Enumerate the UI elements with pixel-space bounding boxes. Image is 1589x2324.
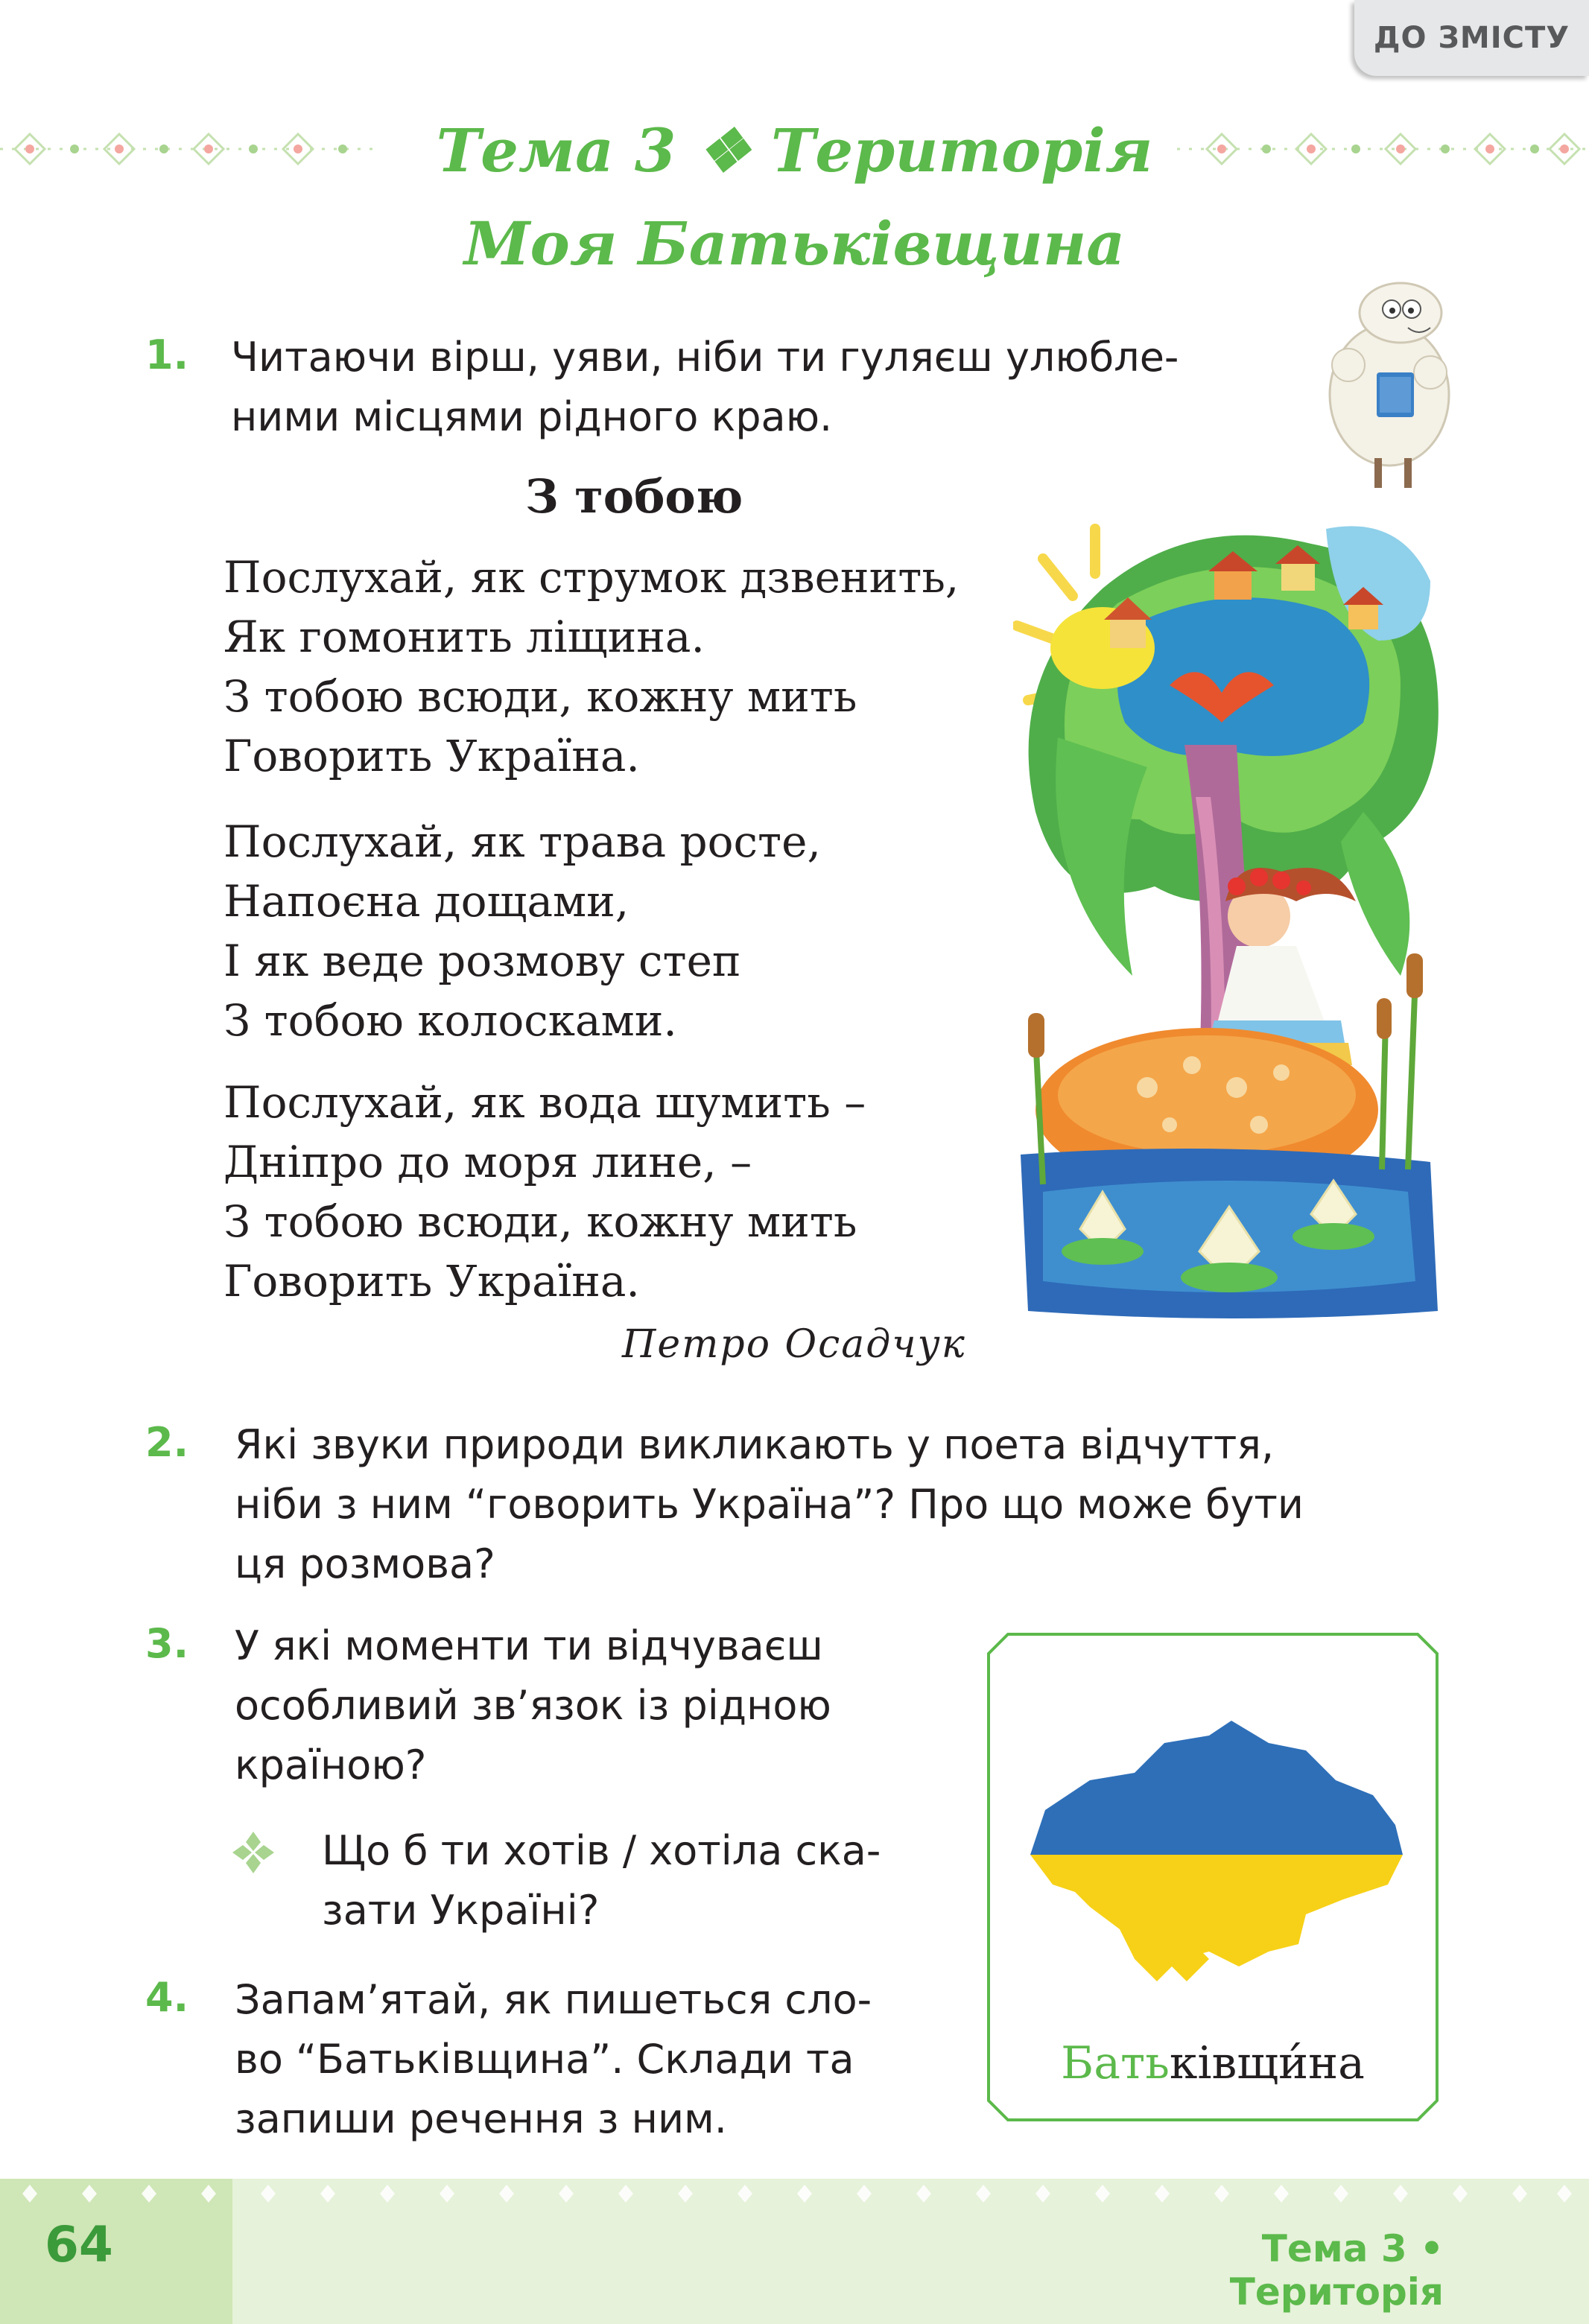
poem-line: І як веде розмову степ (223, 936, 741, 986)
card-word-soft-sign: ь (1145, 2037, 1170, 2089)
sheep-reading-icon (1319, 268, 1453, 492)
card-word-stressed-vowel: и́ (1278, 2037, 1309, 2089)
page-subtitle: Моя Батьківщина (463, 209, 1126, 279)
ornament-bullet-icon (229, 1829, 277, 1876)
poem-line: Дніпро до моря лине, – (223, 1137, 752, 1187)
tree-girl-illustration (1013, 499, 1445, 1326)
card-word (986, 2037, 1440, 2089)
task-2-line: Які звуки природи викликають у поета відчуття, (235, 1421, 1275, 1468)
poem-stanza-3 (223, 1073, 866, 1311)
task-3-subtask (322, 1821, 881, 1940)
task-3-line: У які моменти ти відчуваєш (235, 1622, 823, 1669)
task-3-sub-line: Що б ти хотів / хотіла ска- (322, 1827, 881, 1874)
poem-line: Говорить Україна. (223, 731, 640, 781)
task-1-line: ними місцями рідного краю. (231, 393, 833, 440)
poem-author: Петро Осадчук (622, 1322, 966, 1367)
toc-button[interactable] (1354, 0, 1589, 76)
task-3-line: особливий зв’язок із рідною (235, 1682, 831, 1729)
task-3-line: країною? (235, 1742, 427, 1788)
toc-label: ДО ЗМІСТУ (1373, 21, 1570, 55)
task-2-line: ніби з ним “говорить Україна”? Про що може бути (235, 1481, 1304, 1528)
card-word-part: на (1308, 2037, 1365, 2089)
footer-topic: Тема 3 • Територія (1229, 2227, 1444, 2314)
poem-line: Послухай, як вода шумить – (223, 1077, 866, 1128)
task-4-number: 4. (145, 1974, 189, 2021)
task-3-text (235, 1616, 831, 1795)
task-2-line: ця розмова? (235, 1540, 495, 1587)
card-word-part: Бат (1061, 2037, 1146, 2089)
card-word-part: ківщ (1169, 2037, 1279, 2089)
task-4-text (235, 1970, 872, 2149)
poem-line: З тобою колосками. (223, 995, 677, 1046)
poem-stanza-1 (223, 547, 959, 786)
task-1-line: Читаючи вірш, уяви, ніби ти гуляєш улюбле- (231, 334, 1179, 381)
task-4-line: Запам’ятай, як пишеться сло- (235, 1976, 872, 2023)
poem-line: Напоєна дощами, (223, 876, 629, 927)
poem-line: Послухай, як струмок дзвенить, (223, 552, 960, 603)
task-1-text (231, 328, 1179, 447)
poem-stanza-2 (223, 812, 821, 1050)
task-4-line: во “Батьківщина”. Склади та (235, 2036, 854, 2083)
task-2-number: 2. (145, 1419, 189, 1466)
poem-line: Як гомонить ліщина. (223, 612, 705, 662)
page-number: 64 (45, 2216, 113, 2273)
task-3-number: 3. (145, 1620, 189, 1667)
footer-ornament (0, 2179, 1589, 2216)
task-2-text (235, 1415, 1304, 1594)
poem-line: Говорить Україна. (223, 1256, 640, 1307)
poem-title: З тобою (525, 469, 743, 524)
task-4-line: запиши речення з ним. (235, 2095, 727, 2142)
poem-line: З тобою всюди, кожну мить (223, 1196, 857, 1247)
poem-line: З тобою всюди, кожну мить (223, 671, 857, 722)
task-3-sub-line: зати Україні? (322, 1887, 600, 1934)
page-title: Тема 3 ❖ Територія (436, 115, 1153, 185)
task-1-number: 1. (145, 331, 189, 378)
poem-line: Послухай, як трава росте, (223, 816, 821, 867)
